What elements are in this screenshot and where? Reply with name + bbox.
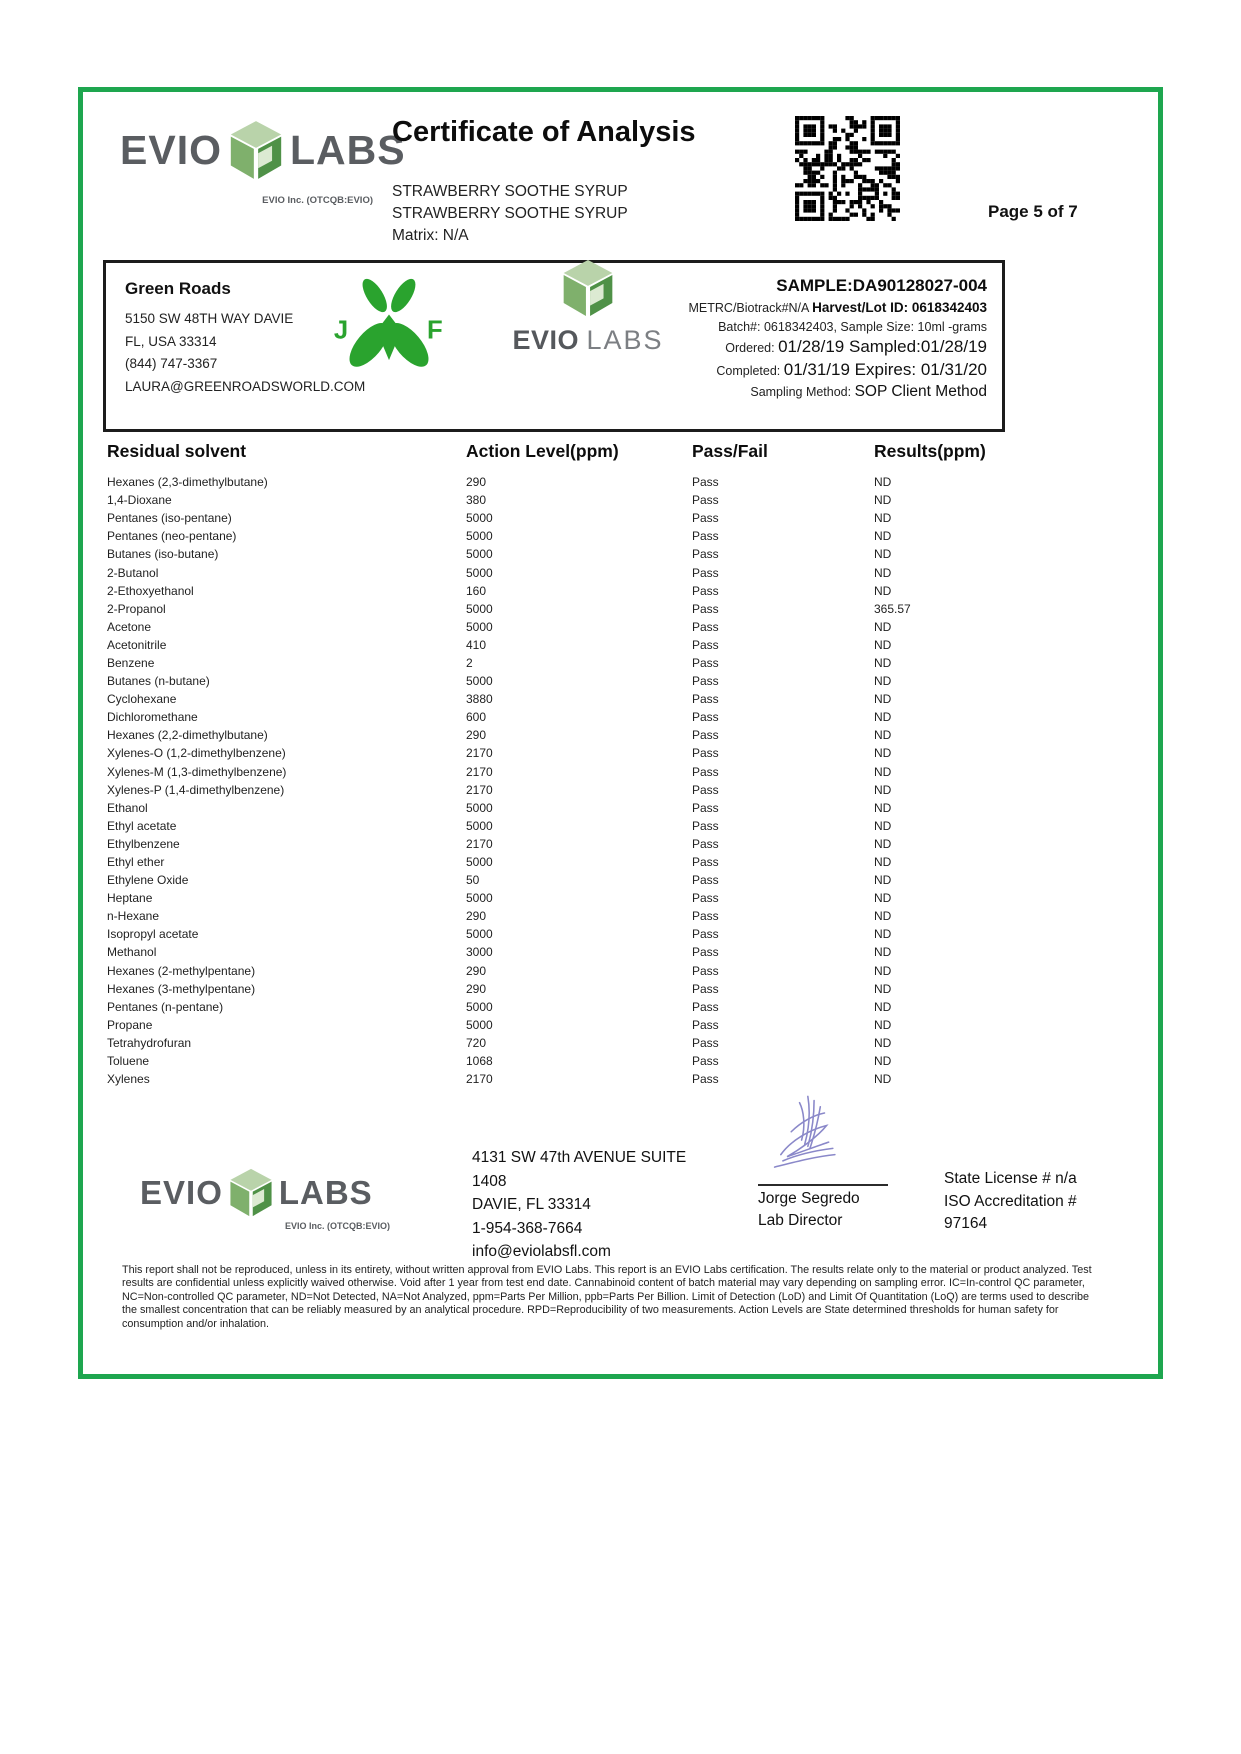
client-email: LAURA@GREENROADSWORLD.COM xyxy=(125,378,366,394)
cell-result: ND xyxy=(874,1072,892,1087)
logo-labs-text: LABS xyxy=(278,1174,373,1211)
cell-action-level: 1068 xyxy=(466,1054,493,1069)
table-row xyxy=(107,563,1108,581)
cell-name: Isopropyl acetate xyxy=(107,927,199,942)
cell-name: Butanes (n-butane) xyxy=(107,674,210,689)
cell-action-level: 2170 xyxy=(466,836,493,851)
cell-name: Acetonitrile xyxy=(107,637,167,652)
table-row xyxy=(107,726,1108,744)
col-header-pass-fail: Pass/Fail xyxy=(692,441,768,461)
table-header-row xyxy=(107,441,1108,462)
cell-action-level: 2170 xyxy=(466,764,493,779)
col-header-action-level: Action Level(ppm) xyxy=(466,441,619,461)
cell-action-level: 2170 xyxy=(466,782,493,797)
cell-name: Hexanes (3-methylpentane) xyxy=(107,981,256,996)
cell-name: 1,4-Dioxane xyxy=(107,493,172,508)
table-body xyxy=(107,473,1108,1088)
batch-line: Batch#: 0618342403, Sample Size: 10ml -grams xyxy=(718,320,987,334)
cell-name: Toluene xyxy=(107,1054,150,1069)
table-row xyxy=(107,509,1108,527)
sampling-method-label: Sampling Method: xyxy=(750,385,855,399)
expires-date: 01/31/20 xyxy=(920,360,987,379)
cell-action-level: 3000 xyxy=(466,945,493,960)
table-row xyxy=(107,744,1108,762)
cell-name: n-Hexane xyxy=(107,909,160,924)
cell-pass-fail: Pass xyxy=(692,583,719,598)
cell-name: Cyclohexane xyxy=(107,692,177,707)
cell-pass-fail: Pass xyxy=(692,619,719,634)
cell-action-level: 5000 xyxy=(466,927,493,942)
evio-cube-icon xyxy=(562,259,614,317)
table-row xyxy=(107,1016,1108,1034)
cell-result: ND xyxy=(874,547,892,562)
cell-action-level: 290 xyxy=(466,728,487,743)
table-row xyxy=(107,835,1108,853)
cell-result: 365.57 xyxy=(874,601,911,616)
cell-pass-fail: Pass xyxy=(692,800,719,815)
sampled-date: 01/28/19 xyxy=(920,337,987,356)
cell-name: Acetone xyxy=(107,619,152,634)
cell-action-level: 720 xyxy=(466,1035,487,1050)
jf-letter-f: F xyxy=(427,316,443,345)
cell-result: ND xyxy=(874,637,892,652)
cell-result: ND xyxy=(874,710,892,725)
cell-name: Xylenes-M (1,3-dimethylbenzene) xyxy=(107,764,287,779)
evio-labs-logo-footer xyxy=(140,1168,373,1217)
cell-result: ND xyxy=(874,963,892,978)
residual-solvent-table xyxy=(107,441,1108,1088)
cell-name: Ethanol xyxy=(107,800,148,815)
table-row xyxy=(107,998,1108,1016)
cell-name: 2-Propanol xyxy=(107,601,166,616)
completed-date: 01/31/19 xyxy=(783,360,855,379)
cell-pass-fail: Pass xyxy=(692,891,719,906)
metrc-label: METRC/Biotrack#N/A xyxy=(688,301,813,315)
client-block xyxy=(125,279,365,398)
cell-name: Xylenes-O (1,2-dimethylbenzene) xyxy=(107,746,286,761)
client-address-line1: 5150 SW 48TH WAY DAVIE xyxy=(125,311,294,326)
cell-name: Ethyl ether xyxy=(107,855,165,870)
cell-result: ND xyxy=(874,891,892,906)
cell-pass-fail: Pass xyxy=(692,1072,719,1087)
col-header-residual-solvent: Residual solvent xyxy=(107,441,247,461)
cell-pass-fail: Pass xyxy=(692,529,719,544)
expires-label: Expires: xyxy=(854,360,921,379)
cell-action-level: 5000 xyxy=(466,674,493,689)
table-row xyxy=(107,654,1108,672)
logo-labs-text: LABS xyxy=(289,126,406,173)
cell-pass-fail: Pass xyxy=(692,818,719,833)
cell-result: ND xyxy=(874,855,892,870)
cell-name: Methanol xyxy=(107,945,157,960)
table-row xyxy=(107,907,1108,925)
cell-name: Hexanes (2,2-dimethylbutane) xyxy=(107,728,268,743)
cell-name: Dichloromethane xyxy=(107,710,198,725)
harvest-lot-id: Harvest/Lot ID: 0618342403 xyxy=(812,300,987,315)
table-row xyxy=(107,1034,1108,1052)
cell-name: Ethylene Oxide xyxy=(107,873,189,888)
table-row xyxy=(107,871,1108,889)
cell-pass-fail: Pass xyxy=(692,1054,719,1069)
cell-action-level: 5000 xyxy=(466,511,493,526)
cell-result: ND xyxy=(874,909,892,924)
cell-action-level: 2 xyxy=(466,655,473,670)
cell-pass-fail: Pass xyxy=(692,547,719,562)
cell-pass-fail: Pass xyxy=(692,1035,719,1050)
evio-labs-center-logo xyxy=(458,259,718,354)
ordered-label: Ordered: xyxy=(725,341,779,355)
cell-result: ND xyxy=(874,873,892,888)
license-block xyxy=(944,1168,1077,1236)
table-row xyxy=(107,980,1108,998)
cell-pass-fail: Pass xyxy=(692,493,719,508)
cell-result: ND xyxy=(874,800,892,815)
cell-pass-fail: Pass xyxy=(692,728,719,743)
table-row xyxy=(107,527,1108,545)
table-row xyxy=(107,1052,1108,1070)
cell-action-level: 290 xyxy=(466,909,487,924)
cell-result: ND xyxy=(874,565,892,580)
cell-name: Tetrahydrofuran xyxy=(107,1035,192,1050)
sample-info-box xyxy=(103,260,1005,432)
lab-address-block xyxy=(472,1146,686,1264)
iso-accreditation-number: 97164 xyxy=(944,1215,988,1232)
sample-details-block xyxy=(689,276,988,404)
cell-action-level: 50 xyxy=(466,873,480,888)
cell-action-level: 5000 xyxy=(466,1017,493,1032)
cell-result: ND xyxy=(874,818,892,833)
cell-action-level: 2170 xyxy=(466,746,493,761)
cell-action-level: 5000 xyxy=(466,547,493,562)
cell-result: ND xyxy=(874,511,892,526)
cell-pass-fail: Pass xyxy=(692,655,719,670)
cell-pass-fail: Pass xyxy=(692,927,719,942)
cell-action-level: 5000 xyxy=(466,529,493,544)
sample-id: SAMPLE:DA90128027-004 xyxy=(776,276,987,295)
ordered-sampled-line xyxy=(689,337,988,357)
cell-pass-fail: Pass xyxy=(692,782,719,797)
lab-address-line: DAVIE, FL 33314 xyxy=(472,1196,591,1213)
cell-result: ND xyxy=(874,529,892,544)
table-row xyxy=(107,962,1108,980)
client-address-line2: FL, USA 33314 xyxy=(125,333,217,349)
cell-name: Ethyl acetate xyxy=(107,818,177,833)
cell-name: Benzene xyxy=(107,655,155,670)
cell-result: ND xyxy=(874,782,892,797)
cell-result: ND xyxy=(874,583,892,598)
table-row xyxy=(107,672,1108,690)
table-row xyxy=(107,943,1108,961)
cell-result: ND xyxy=(874,981,892,996)
sampling-method-line xyxy=(689,383,988,401)
lab-email: info@eviolabsfl.com xyxy=(472,1243,611,1260)
cell-name: Xylenes-P (1,4-dimethylbenzene) xyxy=(107,782,285,797)
cell-name: Hexanes (2,3-dimethylbutane) xyxy=(107,475,268,490)
cell-result: ND xyxy=(874,764,892,779)
sampling-method-value: SOP Client Method xyxy=(854,383,987,400)
cell-result: ND xyxy=(874,728,892,743)
cell-pass-fail: Pass xyxy=(692,873,719,888)
center-labs-word: LABS xyxy=(586,325,664,355)
cell-action-level: 3880 xyxy=(466,692,493,707)
table-row xyxy=(107,708,1108,726)
cell-pass-fail: Pass xyxy=(692,1017,719,1032)
state-license: State License # n/a xyxy=(944,1170,1077,1187)
cell-action-level: 160 xyxy=(466,583,487,598)
cell-action-level: 5000 xyxy=(466,601,493,616)
cell-name: Ethylbenzene xyxy=(107,836,180,851)
table-row xyxy=(107,491,1108,509)
evio-cube-icon xyxy=(229,1168,273,1217)
page-number: Page 5 of 7 xyxy=(988,202,1078,221)
cell-name: 2-Butanol xyxy=(107,565,159,580)
page-title: Certificate of Analysis xyxy=(392,116,696,148)
cell-result: ND xyxy=(874,927,892,942)
logo-tagline-footer: EVIO Inc. (OTCQB:EVIO) xyxy=(284,1221,390,1231)
cell-name: Hexanes (2-methylpentane) xyxy=(107,963,256,978)
client-name: Green Roads xyxy=(125,279,231,298)
cell-result: ND xyxy=(874,674,892,689)
cell-pass-fail: Pass xyxy=(692,692,719,707)
cell-action-level: 5000 xyxy=(466,565,493,580)
table-row xyxy=(107,889,1108,907)
cell-action-level: 600 xyxy=(466,710,487,725)
center-evio-word: EVIO xyxy=(512,325,579,355)
cell-action-level: 5000 xyxy=(466,619,493,634)
cell-pass-fail: Pass xyxy=(692,999,719,1014)
cell-action-level: 290 xyxy=(466,475,487,490)
cell-result: ND xyxy=(874,655,892,670)
cell-pass-fail: Pass xyxy=(692,746,719,761)
completed-label: Completed: xyxy=(716,364,784,378)
ordered-date: 01/28/19 xyxy=(778,337,849,356)
cell-action-level: 5000 xyxy=(466,855,493,870)
signer-title: Lab Director xyxy=(758,1212,843,1229)
evio-cube-icon xyxy=(229,120,283,180)
product-name-line1: STRAWBERRY SOOTHE SYRUP xyxy=(392,183,628,200)
cell-result: ND xyxy=(874,619,892,634)
cell-action-level: 2170 xyxy=(466,1072,493,1087)
evio-labs-center-text xyxy=(512,327,663,354)
cell-result: ND xyxy=(874,493,892,508)
table-row xyxy=(107,636,1108,654)
evio-labs-logo xyxy=(120,120,406,180)
cell-pass-fail: Pass xyxy=(692,836,719,851)
sampled-label: Sampled: xyxy=(848,337,921,356)
cell-pass-fail: Pass xyxy=(692,909,719,924)
cell-result: ND xyxy=(874,1035,892,1050)
lab-address-line: 1408 xyxy=(472,1172,507,1190)
cell-pass-fail: Pass xyxy=(692,475,719,490)
cell-pass-fail: Pass xyxy=(692,601,719,616)
cell-pass-fail: Pass xyxy=(692,710,719,725)
cell-action-level: 290 xyxy=(466,963,487,978)
logo-evio-text: EVIO xyxy=(120,126,222,173)
iso-accreditation: ISO Accreditation # xyxy=(944,1192,1077,1210)
cell-result: ND xyxy=(874,475,892,490)
metrc-line xyxy=(689,299,988,317)
cell-pass-fail: Pass xyxy=(692,674,719,689)
cell-result: ND xyxy=(874,692,892,707)
cell-pass-fail: Pass xyxy=(692,963,719,978)
cell-name: Xylenes xyxy=(107,1072,150,1087)
completed-expires-line xyxy=(689,360,988,380)
table-row xyxy=(107,618,1108,636)
jf-letter-j: J xyxy=(333,316,349,345)
cell-name: Pentanes (neo-pentane) xyxy=(107,529,237,544)
table-row xyxy=(107,690,1108,708)
cell-pass-fail: Pass xyxy=(692,855,719,870)
cell-result: ND xyxy=(874,1017,892,1032)
cell-action-level: 410 xyxy=(466,637,487,652)
lab-phone: 1-954-368-7664 xyxy=(472,1219,583,1237)
cell-name: Butanes (iso-butane) xyxy=(107,547,219,562)
signature-line xyxy=(758,1184,888,1186)
cell-pass-fail: Pass xyxy=(692,945,719,960)
cell-action-level: 5000 xyxy=(466,800,493,815)
lab-address-line: 4131 SW 47th AVENUE SUITE xyxy=(472,1149,687,1166)
cell-name: 2-Ethoxyethanol xyxy=(107,583,194,598)
signature xyxy=(760,1090,864,1186)
cell-action-level: 290 xyxy=(466,981,487,996)
logo-evio-text: EVIO xyxy=(140,1174,223,1211)
qr-code xyxy=(795,116,900,221)
cell-name: Pentanes (n-pentane) xyxy=(107,999,224,1014)
cell-result: ND xyxy=(874,1054,892,1069)
table-row xyxy=(107,781,1108,799)
cell-pass-fail: Pass xyxy=(692,764,719,779)
table-row xyxy=(107,853,1108,871)
cell-result: ND xyxy=(874,746,892,761)
table-row xyxy=(107,817,1108,835)
matrix-line: Matrix: N/A xyxy=(392,227,469,244)
cell-pass-fail: Pass xyxy=(692,511,719,526)
table-row xyxy=(107,799,1108,817)
cell-result: ND xyxy=(874,945,892,960)
client-phone: (844) 747-3367 xyxy=(125,356,218,371)
table-row xyxy=(107,600,1108,618)
cell-result: ND xyxy=(874,999,892,1014)
cell-name: Pentanes (iso-pentane) xyxy=(107,511,232,526)
signer-name: Jorge Segredo xyxy=(758,1190,860,1207)
cell-name: Propane xyxy=(107,1017,153,1032)
table-row xyxy=(107,473,1108,491)
cell-action-level: 5000 xyxy=(466,818,493,833)
table-row xyxy=(107,582,1108,600)
cell-pass-fail: Pass xyxy=(692,637,719,652)
table-row xyxy=(107,1070,1108,1088)
table-row xyxy=(107,925,1108,943)
cell-action-level: 5000 xyxy=(466,891,493,906)
col-header-results: Results(ppm) xyxy=(874,441,986,461)
cell-pass-fail: Pass xyxy=(692,981,719,996)
cell-action-level: 5000 xyxy=(466,999,493,1014)
jf-leaf-logo-icon xyxy=(332,267,446,381)
cell-pass-fail: Pass xyxy=(692,565,719,580)
table-row xyxy=(107,545,1108,563)
cell-name: Heptane xyxy=(107,891,153,906)
cell-action-level: 380 xyxy=(466,493,487,508)
logo-tagline: EVIO Inc. (OTCQB:EVIO) xyxy=(262,195,373,206)
table-row xyxy=(107,763,1108,781)
disclaimer-text: This report shall not be reproduced, unless in its entirety, without written approval from EVIO Labs. This report is an EVIO Labs certification. The results relate only to the material or product analyzed. Test results are confidential unless explicitly waived otherwise. Void after 1 year from test end date. Cannabinoid content of batch material may vary depending on sampling error. IC=In-control QC parameter, NC=Non-controlled QC parameter, ND=Not Detected, NA=Not Analyzed, ppm=Parts Per Million, ppb=Parts Per Billion. Limit of Detection (LoD) and Limit Of Quantitation (LoQ) are terms used to describe the smallest concentration that can be reliably measured by an analytical procedure. RPD=Reproducibility of two measurements. Action Levels are State determined thresholds for human safety for consumption and/or inhalation. xyxy=(122,1264,1092,1330)
cell-result: ND xyxy=(874,836,892,851)
product-name-line2: STRAWBERRY SOOTHE SYRUP xyxy=(392,205,628,222)
